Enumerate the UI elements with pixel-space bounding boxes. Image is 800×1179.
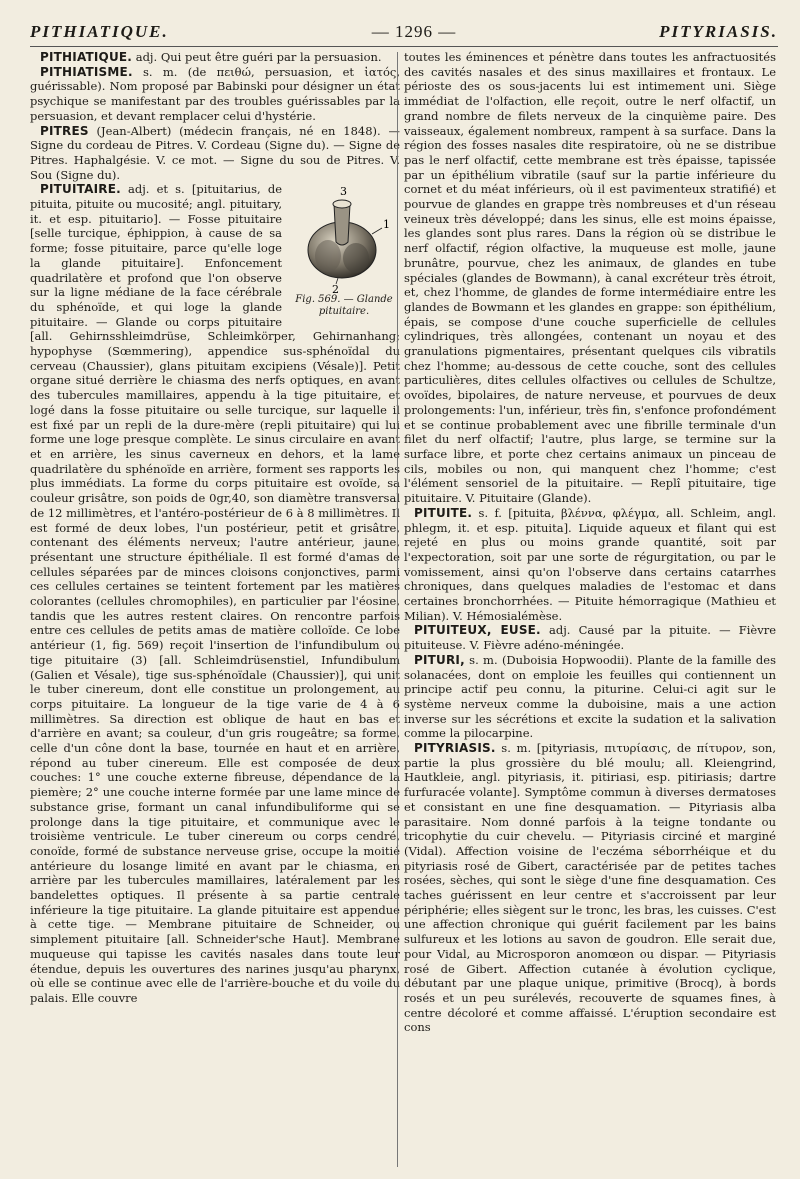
entry-headword: PITURI, — [414, 652, 465, 667]
entry-headword: PITUITEUX, EUSE. — [414, 623, 541, 638]
entry-text: adj. Qui peut être guéri par la persuasion. — [132, 50, 382, 64]
entry-headword: PITHIATISME. — [40, 64, 133, 79]
left-column — [30, 50, 400, 1170]
entry-headword: PITHIATIQUE. — [40, 50, 133, 64]
entry-text: s. m. (de πειθώ, persuasion, et ἰατός, guérissable). Nom proposé par Babinski pour désigner un état psychique se manifestant par des troubles guérissables par la persuasion, et devant remplacer celui d'hystérie. — [30, 64, 400, 123]
entry-text: adj. Causé par la pituite. — Fièvre pituiteuse. V. Fièvre adéno-méningée. — [404, 623, 776, 653]
entry-headword: PITRES — [40, 123, 89, 138]
header-right-word: PITYRIASIS. — [659, 22, 778, 41]
column-divider — [397, 52, 398, 1167]
entry-pituri — [404, 653, 776, 741]
entry-text: toutes les éminences et pénètre dans toutes les anfractuosités des cavités nasales et des sinus maxillaires et frontaux. Le périoste des os sous-jacents lui est intimement uni. Siège immédiat de l'olfaction, elle reçoit, outre le nerf olfactif, un grand nombre de filets nerveux de la cinquième paire. Des vaisseaux, également nombreux, rampent à sa surface. Dans la région des fosses nasales dite respiratoire, où ne se distribue pas le nerf olfactif, cette membrane est très épaisse, tapissée par un épithélium vibratile (sauf sur la partie inférieure du cornet et du méat inférieurs, où il est pavimenteux stratifié) et pourvue de glandes en grappe très nombreuses et d'un réseau veineux très développé; dans les sinus, elle est moins épaisse, les glandes sont plus rares. Dans la région où se distribue le nerf olfactif, région olfactive, la muqueuse est molle, jaune brunâtre, pourvue, chez les animaux, de glandes en tube spéciales (glandes de Bowmann), à canal excréteur très étroit, et, chez l'homme, de glandes de forme intermédiaire entre les glandes de Bowmann et les glandes en grappe: son épithélium, épais, se compose d'une couche superficielle de cellules cylindriques, très allongées, contenant un noyau et des granulations pigmentaires, présentant quelques cils vibratils chez l'homme; au-dessous de cette couche, sont des cellules particulières, dites cellules olfactives ou cellules de Schultze, ovoïdes, bipolaires, de nature nerveuse, et pourvues de deux prolongements: l'un, inférieur, très fin, s'enfonce profondément et se continue probablement avec une fibrille terminale d'un filet du nerf olfactif; l'autre, plus large, se termine sur la surface libre, et porte chez certains animaux un pinceau de cils, mobiles ou non, qui manquent chez l'homme; c'est l'élément sensoriel de la pituitaire. — Replî pituitaire, tige pituitaire. V. Pituitaire (Glande). — [404, 50, 776, 506]
entry-text: s. f. [pituita, βλέννα, φλέγμα, all. Schleim, angl. phlegm, it. et esp. pituita]. Liquide aqueux et filant qui est rejeté en plus ou moins grande quantité, soit par l'expectoration, soit par une sorte de régurgitation, ou par le vomissement, ainsi qu'on l'observe dans certains catarrhes chroniques, dans quelques maladies de l'estomac et dans certaines bronchorrhées. — Pituite hémorragique (Mathieu et Milian). V. Hémosialémèse. — [404, 505, 776, 623]
entry-text: s. m. [pityriasis, πιτυρίασις, de πίτυρον, son, partie la plus grossière du blé moulu; all. Kleiengrind, Hautkleie, angl. pityriasis, it. pitiriasi, esp. pitiriasis; dartre furfuracée volante]. Symptôme commun à diverses dermatoses et consistant en une fine desquamation. — Pityriasis alba parasitaire. Nom donné parfois à la teigne tondante ou tricophytie du cuir chevelu. — Pityriasis circiné et marginé (Vidal). Affection voisine de l'eczéma séborrhéique et du pityriasis rosé de Gibert, caractérisée par de petites taches rosées, sèches, qui sont le siège d'une fine desquamation. Ces taches guérissent en leur centre et s'accroissent par leur périphérie; elles siègent sur le tronc, les bras, les cuisses. C'est une affection chronique qui guérit facilement par les bains sulfureux et les lotions au savon de goudron. Elle serait due, pour Vidal, au Microsporon anomœon ou dispar. — Pityriasis rosé de Gibert. Affection cutanée à évolution cyclique, débutant par une plaque unique, primitive (Brocq), à bords rosés et un peu surélevés, recouverte de squames fines, à centre décoloré et comme affaissé. L'éruption secondaire est cons — [404, 741, 776, 1035]
entry-headword: PITUITE. — [414, 505, 473, 520]
entry-pituite — [404, 506, 776, 624]
right-column — [404, 50, 776, 1170]
entry-pituiteux — [404, 623, 776, 652]
figure-pituitary-gland — [288, 184, 400, 318]
entry-text: adj. et s. [pituitarius, de pituita, pituite ou mucosité; angl. pituitary, it. et esp. pituitario]. — Fosse pituitaire [selle turcique, éphippion, à cause de sa forme; fosse pituitaire, parce qu'elle loge la glande pituitaire]. Enfoncement quadrilatère et profond que l'on observe sur la ligne médiane de la face cérébrale du sphénoïde, et qui loge la glande pituitaire. — Glande ou corps pituitaire [all. Gehirnsshleimdrüse, Schleimkörper, Gehirnanhang; hypophyse (Sœmmering), appendice sus-sphénoïdal du cerveau (Chaussier), glans pituitam excipiens (Vésale)]. Petit organe situé derrière le chiasma des nerfs optiques, en avant des tubercules mamillaires, appendu à la tige pituitaire, et logé dans la fosse pituitaire ou selle turcique, sur laquelle il est fixé par un repli de la dure-mère (repli pituitaire) qui lui forme une loge presque complète. Le sinus circulaire en avant et en arrière, les sinus caverneux en dehors, et la lame quadrilatère du sphénoïde en arrière, forment ses rapports les plus immédiats. La forme du corps pituitaire est ovoïde, sa couleur grisâtre, son poids de 0gr,40, son diamètre transversal de 12 millimètres, et l'antéro-postérieur de 6 à 8 millimètres. Il est formé de deux lobes, l'un postérieur, petit et grisâtre, contenant des éléments nerveux; l'autre antérieur, jaune, présentant une structure épithéliale. Il est formé d'amas de cellules séparées par de minces cloisons conjonctives, parmi ces cellules certaines se teintent fortement par les matières colorantes (cellules chromophiles), en particulier par l'éosine, tandis que les autres restent claires. On rencontre parfois entre ces cellules de petits amas de matière colloïde. Ce lobe antérieur (1, fig. 569) reçoit l'insertion de l'infundibulum ou tige pituitaire (3) [all. Schleimdrüsenstiel, Infundibulum (Galien et Vésale), tige sus-sphénoïdale (Chaussier)], qui unit le tuber cinereum, dont elle constitue un prolongement, au corps pituitaire. La longueur de la tige varie de 4 à 6 millimètres. Sa direction est oblique de haut en bas et d'arrière en avant; sa couleur, d'un gris rougeâtre; sa forme, celle d'un cône dont la base, tournée en haut et en arrière, répond au tuber cinereum. Elle est composée de deux couches: 1° une couche externe fibreuse, dépendance de la piemère; 2° une couche interne formée par une lame mince de substance grise, formant un canal infundibuliforme qui se prolonge dans la tige pituitaire, et communique avec le troisième ventricule. Le tuber cinereum ou corps cendré, conoïde, formé de substance nerveuse grise, occupe la moitié antérieure du losange limité en avant par le chiasma, en arrière par les tubercules mamillaires, latéralement par les bandelettes optiques. Il présente à sa partie centrale inférieure la tige pituitaire. La glande pituitaire est appendue à cette tige. — Membrane pituitaire de Schneider, ou simplement pituitaire [all. Schneider'sche Haut]. Membrane muqueuse qui tapisse les cavités nasales dans toute leur étendue, depuis les ouvertures des narines jusqu'au pharynx, où elle se continue avec elle de l'arrière-bouche et du voile du palais. Elle couvre — [30, 182, 400, 1005]
entry-pithiatisme — [30, 65, 400, 124]
figure-label-2: 2 — [332, 283, 339, 295]
figure-label-1: 1 — [383, 218, 390, 232]
entry-headword: PITUITAIRE. — [40, 182, 121, 197]
entry-text: s. m. (Duboisia Hopwoodii). Plante de la famille des solanacées, dont on emploie les feuilles qui contiennent un principe actif peu connu, la piturine. Celui-ci agit sur le système nerveux comme la duboisine, mais a une action inverse sur les sécrétions et excite la sudation et la salivation comme la pilocarpine. — [404, 652, 776, 741]
entry-pitres — [30, 124, 400, 183]
running-header — [30, 20, 778, 44]
header-left-word: PITHIATIQUE. — [30, 22, 169, 41]
page-number: — 1296 — — [371, 22, 457, 41]
entry-text: (Jean-Albert) (médecin français, né en 1848). — Signe du cordeau de Pitres. V. Cordeau (Signe du). — Signe de Pitres. Haphalgésie. V. ce mot. — Signe du sou de Pitres. V. Sou (Signe du). — [30, 123, 400, 182]
entry-pituitaire-continued — [404, 50, 776, 506]
header-rule — [30, 46, 778, 47]
figure-caption: Fig. 569. — Glande pituitaire. — [295, 294, 393, 318]
entry-pityriasis — [404, 741, 776, 1035]
pituitary-gland-illustration — [294, 184, 394, 294]
figure-label-3: 3 — [340, 185, 347, 199]
entry-pithiatique — [30, 50, 400, 65]
entry-headword: PITYRIASIS. — [414, 741, 496, 756]
